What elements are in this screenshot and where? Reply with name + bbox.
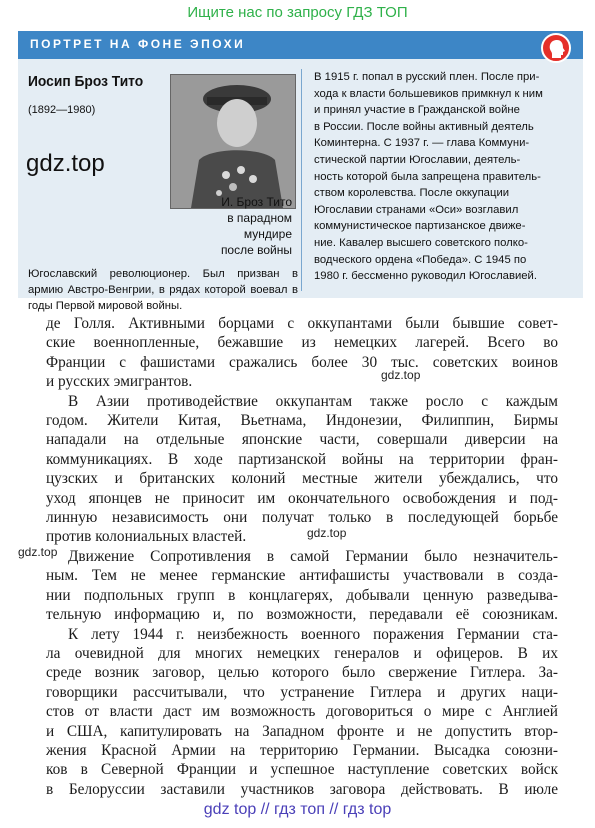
text-line: в Белоруссии заставили участников заговора действовать. В июле [46,780,558,798]
bio-line: водческого ордена «Победа». С 1945 по [314,253,527,266]
sidebar-header [18,31,583,59]
text-line: коммуникациях. В ходе партизанской войны на территории фран- [46,450,558,468]
text-line: К лету 1944 г. неизбежность военного поражения Германии ста- [68,625,558,643]
bio-line: хода к власти большевиков примкнул к ним [314,87,543,100]
text-line: против колониальных властей. [46,528,247,546]
bio-line: 1980 г. бессменно руководил Югославией. [314,270,537,283]
text-line: нападали на отдельные японские части, совершали диверсии на [46,431,558,449]
main-text [46,314,558,799]
text-line: ские военнопленные, бежавшие из немецких лагерей. Всего во [46,334,558,352]
bio-line: Коминтерна. С 1937 г. — глава Коммуни- [314,137,530,150]
text-line: цузских и британских колоний местные жители убеждались, что [46,470,558,488]
text-line: и русских эмигрантов. [46,373,193,391]
text-line: жения Красной Армии на территорию Германии. Высадка союзни- [46,741,558,759]
text-line: В Азии противодействие оккупантам также росло с каждым [68,392,558,410]
text-line: де Голля. Активными борцами с оккупантами были бывшие совет- [46,315,558,332]
text-line: Франции с фашистами сражались более 30 тыс. советских воинов [46,353,558,371]
text-line: линную независимость они получат только в последующей борьбе [46,509,558,527]
photo-caption [152,194,292,258]
text-line: ным. Тем не менее германские антифашисты участвовали в созда- [46,567,558,585]
text-line: ков в Северной Франции и успешное наступление советских войск [46,761,558,779]
bio-details [314,69,576,285]
caption-line: в парадном [227,211,292,225]
text-line: уход японцев не приносит им окончательного освобождения и под- [46,489,558,507]
bio-line: в России. После войны активный деятель [314,120,534,133]
bio-intro: Югославский революционер. Был призван в армию Австро-Венгрии, в рядах которой воевал в годы Первой мировой войны. [28,268,298,312]
text-line: среде возник заговор, целью которого было свержение Гитлера. За- [46,664,558,682]
portrait-left-column [18,59,300,312]
gdz-watermark: gdz.top [381,368,421,382]
text-line: говорщики рассчитывали, что устранение Гитлера и других наци- [46,683,558,701]
gdz-watermark-large: gdz.top [26,150,105,177]
caption-line: после войны [220,243,292,257]
bio-line: Югославии странами «Оси» возглавил [314,203,519,216]
bio-line: и принял участие в Гражданской войне [314,104,520,117]
sidebar-title: ПОРТРЕТ НА ФОНЕ ЭПОХИ [30,37,246,51]
bio-line: коммунистическое партизанское движе- [314,220,526,233]
caption-line: мундире [243,227,292,241]
bio-line: ством королевства. После оккупации [314,187,510,200]
profile-head-icon [541,33,571,63]
text-line: и США, капитулировать на Западном фронте и не допустить втор- [46,722,558,740]
bio-line: В 1915 г. попал в русский плен. После при- [314,71,540,83]
text-line: Движение Сопротивления в самой Германии было незначитель- [68,547,558,565]
portrait-photo [170,74,296,209]
bio-line: стической партии Югославии, деятель- [314,153,521,166]
bio-line: ность которой была запрещена правитель- [314,170,541,183]
text-line: годом. Жители Китая, Вьетнама, Индонезии, Филиппин, Бирмы [46,412,558,430]
person-name: Иосип Броз Тито [28,73,144,90]
text-line: нии подпольных групп в концлагерях, добывали ценную разведыва- [46,586,558,604]
gdz-watermark: gdz.top [307,526,347,540]
gdz-watermark: gdz.top [18,545,58,559]
footer-watermark: gdz top // гдз топ // гдз top [203,801,392,818]
text-line: тельную информацию и, по возможности, передавали её союзникам. [46,606,558,624]
top-watermark: Ищите нас по запросу ГДЗ ТОП [187,4,408,21]
caption-line: И. Броз Тито [221,195,292,209]
person-years: (1892—1980) [28,104,96,116]
portrait-sidebar [18,31,583,312]
text-line: ла очевидной для многих немецких генералов и офицеров. В их [46,644,558,662]
text-line: стов от власти даст им возможность договориться о мире с Англией [46,703,558,721]
bio-line: ние. Кавалер высшего советского полко- [314,236,528,249]
column-divider [301,69,302,291]
